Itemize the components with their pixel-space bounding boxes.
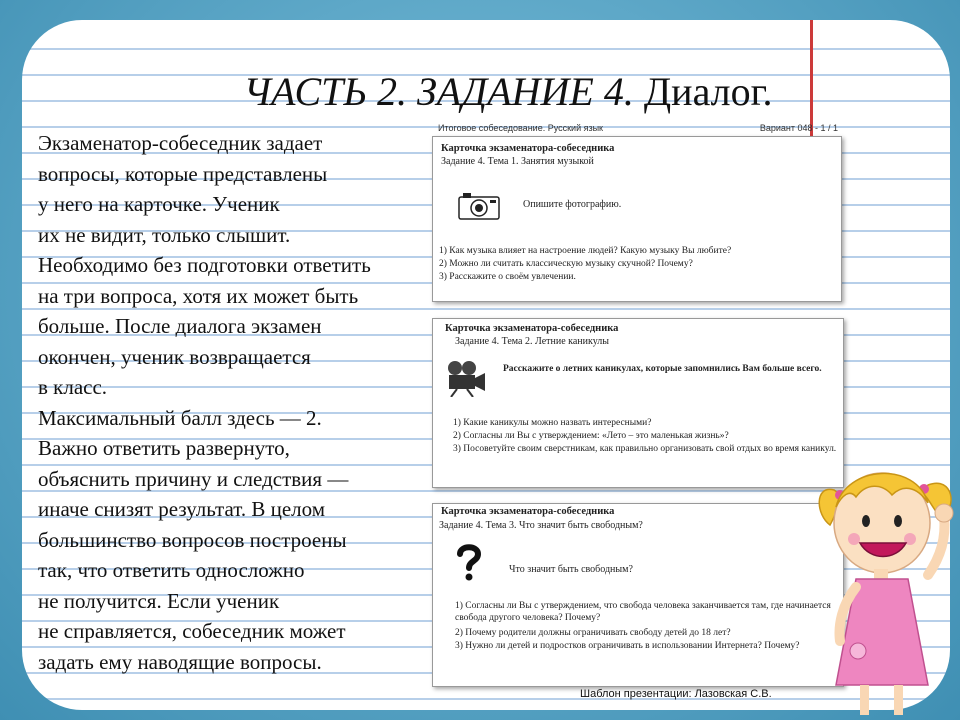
card-1-prompt: Опишите фотографию. (523, 199, 622, 210)
document-header-left: Итоговое собеседование. Русский язык (438, 123, 603, 133)
slide-title (0, 68, 960, 115)
body-text (38, 128, 428, 677)
card-3-question-1: 1) Согласны ли Вы с утверждением, что свобода человека заканчивается там, где начинается свобода другого человека? Почему? (455, 601, 831, 623)
card-3 (432, 503, 844, 687)
question-mark-icon (455, 542, 483, 582)
card-1 (432, 136, 842, 302)
document-header (438, 123, 838, 133)
card-2 (432, 318, 844, 488)
card-3-prompt: Что значит быть свободным? (509, 564, 633, 575)
paragraph-2: Максимальный балл здесь — 2. Важно ответить развернуто, объяснить причину и следствия — иначе снизят результат. В целом большинство вопросов построены так, что ответить односложно не получится. Если ученик не справляется, собеседник может задать ему наводящие вопросы. (38, 405, 349, 674)
card-1-question-1: 1) Как музыка влияет на настроение людей? Какую музыку Вы любите? (439, 246, 732, 256)
card-2-question-3: 3) Посоветуйте своим сверстникам, как правильно организовать свой отдых во время каникул. (453, 444, 837, 454)
card-2-question-2: 2) Согласны ли Вы с утверждением: «Лето – это маленькая жизнь»? (453, 431, 729, 441)
card-3-question-3: 3) Нужно ли детей и подростков ограничивать в использовании Интернета? Почему? (455, 641, 800, 651)
camera-icon (457, 191, 501, 221)
card-2-question-1: 1) Какие каникулы можно назвать интересными? (453, 418, 652, 428)
card-2-header: Карточка экзаменатора-собеседника (445, 323, 619, 334)
card-2-subtitle: Задание 4. Тема 2. Летние каникулы (455, 336, 609, 347)
title-italic: ЧАСТЬ 2. ЗАДАНИЕ 4. (243, 69, 634, 114)
girl-illustration (816, 455, 960, 720)
card-1-question-3: 3) Расскажите о своём увлечении. (439, 272, 576, 282)
paragraph-1: Экзаменатор-собеседник задает вопросы, которые представлены у него на карточке. Ученик их не видит, только слышит. Необходимо без подготовки ответить на три вопроса, хотя их может быть больше. После диалога экзамен окончен, ученик возвращается в класс. (38, 131, 371, 399)
title-normal: Диалог. (633, 69, 773, 114)
card-3-subtitle: Задание 4. Тема 3. Что значит быть свободным? (439, 520, 643, 531)
template-credit: Шаблон презентации: Лазовская С.В. (580, 688, 772, 700)
card-1-header: Карточка экзаменатора-собеседника (441, 143, 615, 154)
card-3-question-2: 2) Почему родители должны ограничивать свободу детей до 18 лет? (455, 628, 731, 638)
card-1-subtitle: Задание 4. Тема 1. Занятия музыкой (441, 156, 594, 167)
card-3-header: Карточка экзаменатора-собеседника (441, 506, 615, 517)
movie-camera-icon (443, 359, 487, 397)
card-2-prompt: Расскажите о летних каникулах, которые запомнились Вам больше всего. (503, 364, 822, 374)
document-header-right: Вариант 048 - 1 / 1 (759, 123, 838, 133)
card-1-question-2: 2) Можно ли считать классическую музыку скучной? Почему? (439, 259, 693, 269)
